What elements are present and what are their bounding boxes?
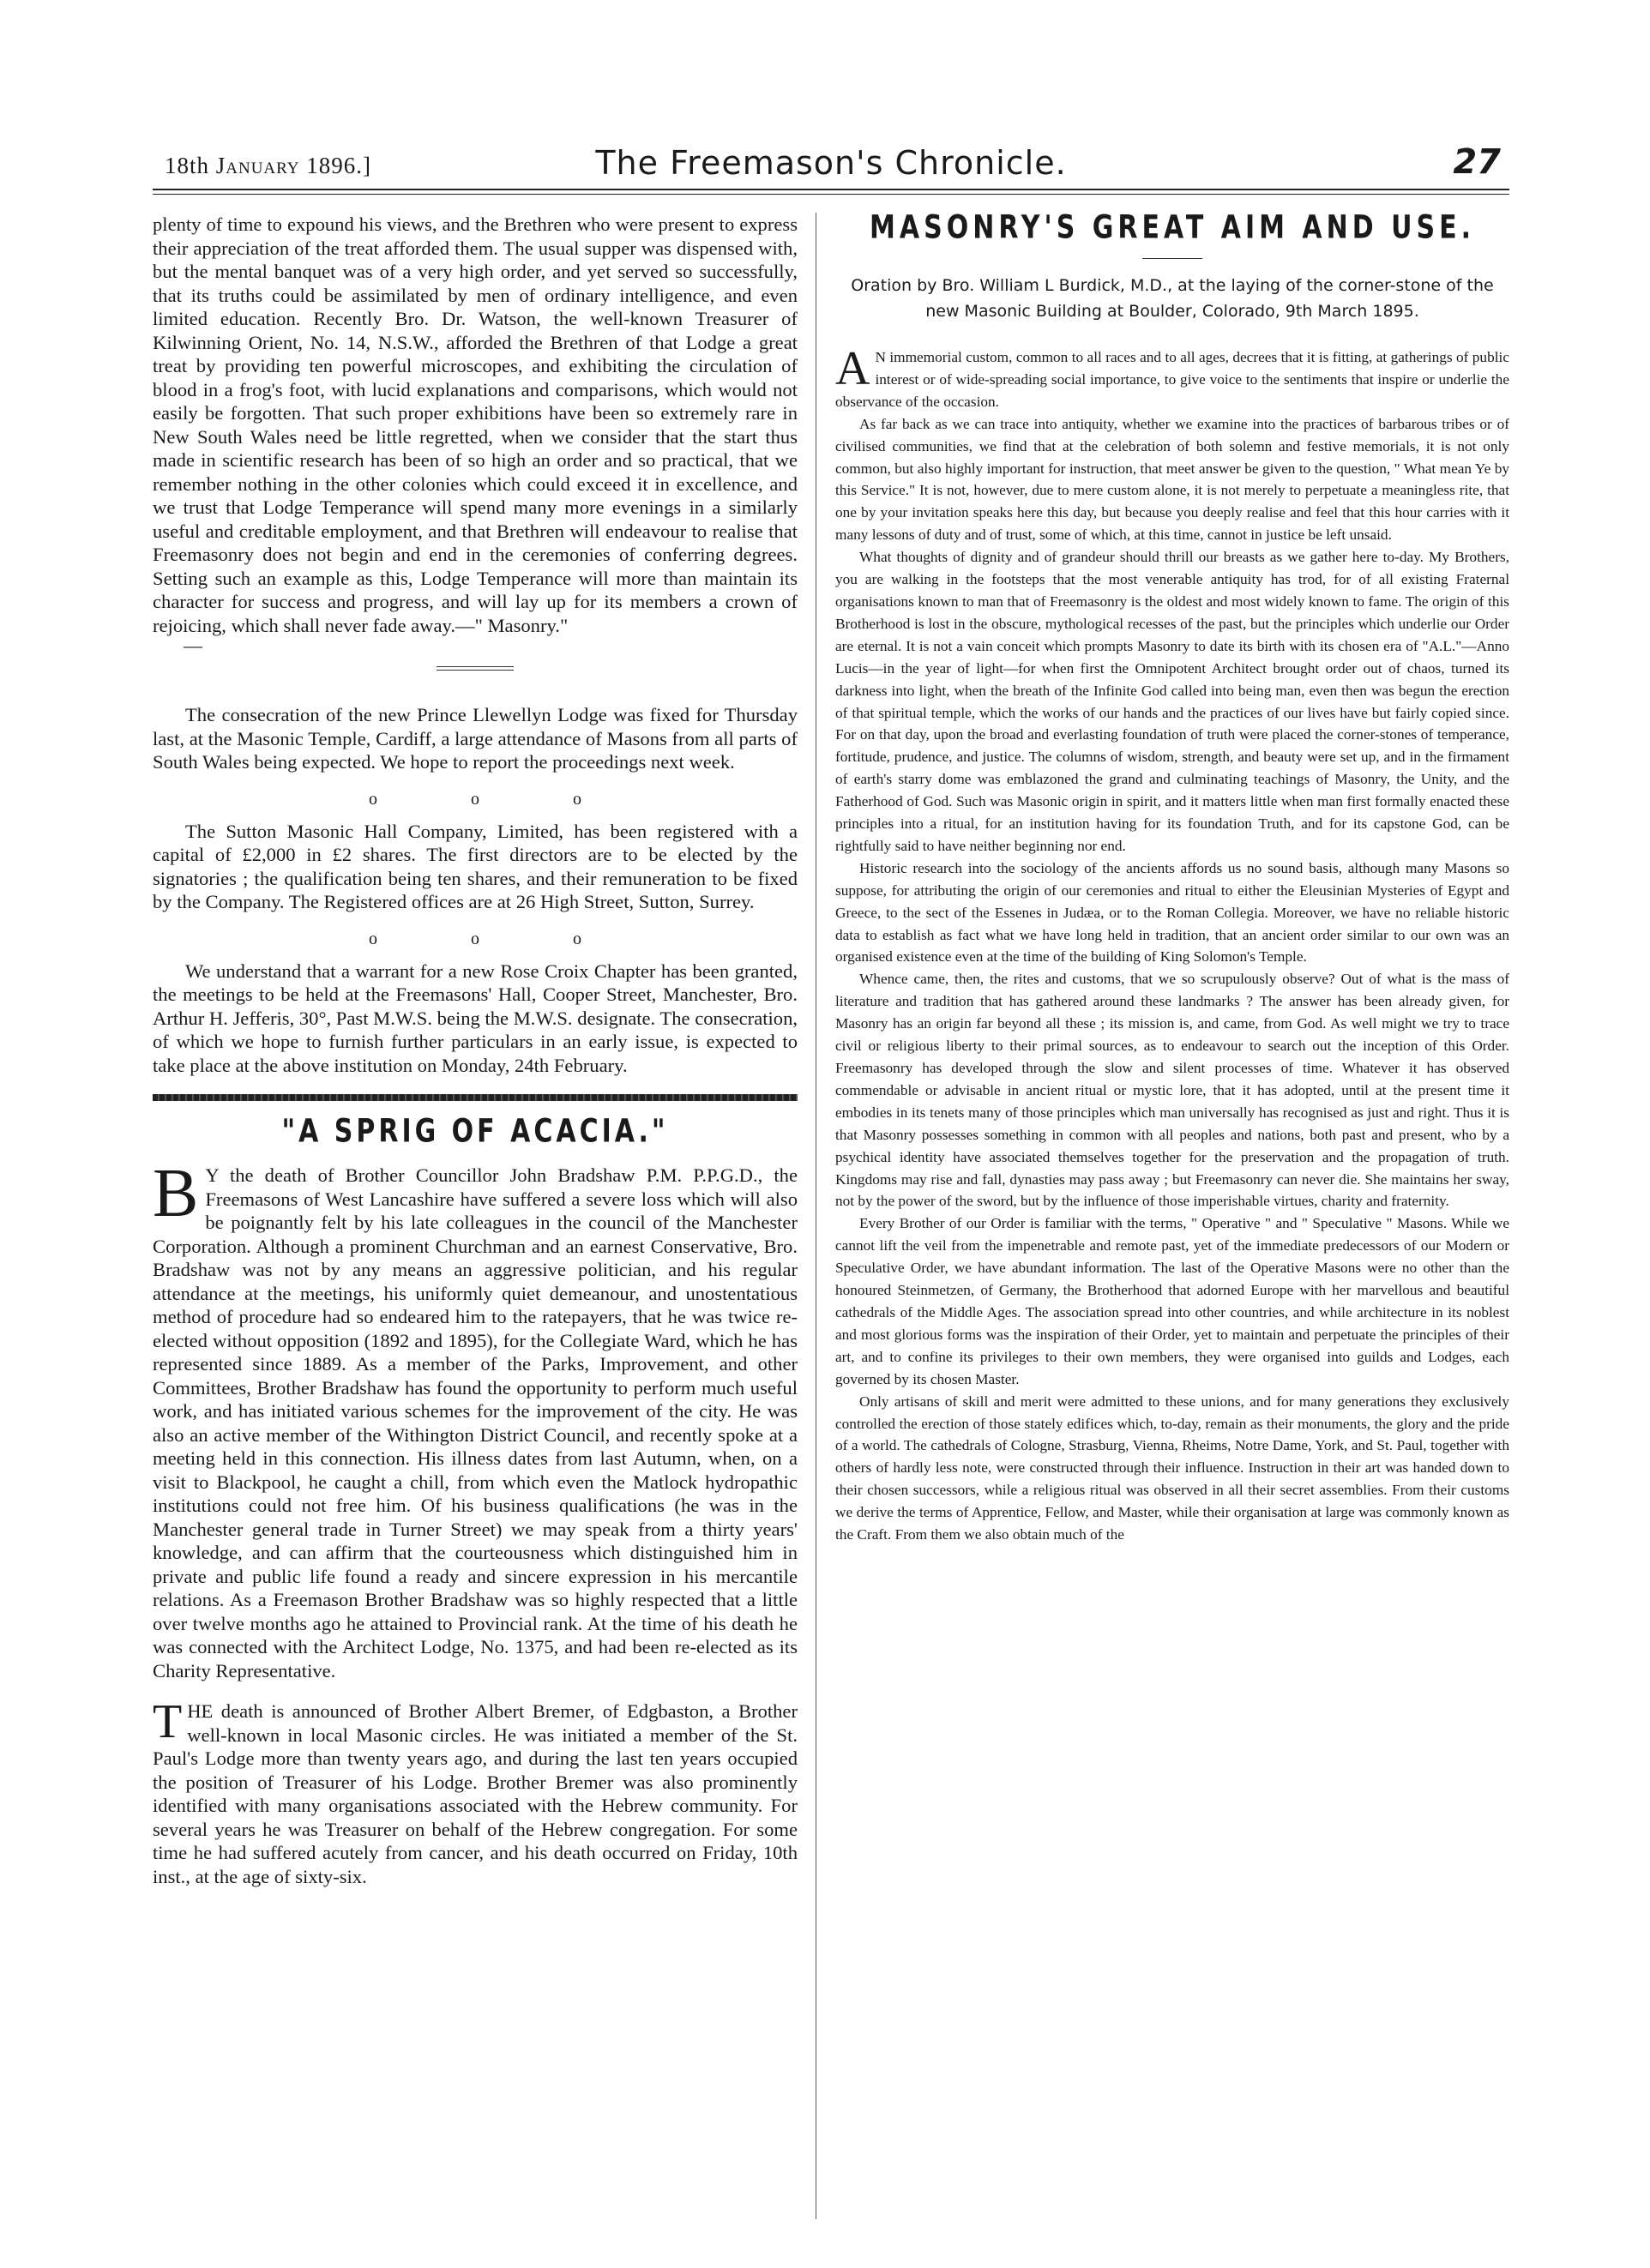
- article-title: MASONRY'S GREAT AIM AND USE.: [870, 208, 1475, 247]
- page-header: [153, 144, 1509, 187]
- bradshaw-obituary: [153, 1156, 798, 1682]
- article-paragraph-5: Whence came, then, the rites and customs, that we so scrupulously observe? Out of what is the mass of literature and tradition that has gathered around these landmarks ? The answer has been already given, for Masonry has an origin far beyond all these ; its mission is, and came, from God. As well might we try to trace civil or religious liberty to their primal sources, as to endeavour to search out the inception of this Order. Freemasonry has developed through the slow and silent processes of time. Whatever it has observed commendable or advisable in ancient ritual or mystic lore, that it has adopted, until at the present time it embodies in its tenets many of those principles which man universally has recognised as just and right. Thus it is that Masonry possesses something in common with all peoples and nations, both past and present, who by a psychical identity have associated themselves together for the preservation and the propagation of truth. Kingdoms may rise and fall, dynasties may pass away ; but Freemasonry can never die. She maintains her sway, not by the power of the sword, but by the influence of those imperishable virtues, charity and fraternity.: [835, 971, 1509, 1210]
- date-day: 18th: [165, 153, 210, 178]
- acacia-heading: "A SPRIG OF ACACIA.": [281, 1112, 669, 1151]
- separator-ooo-1: o o o: [369, 789, 626, 809]
- prince-llewellyn-paragraph: The consecration of the new Prince Llewellyn Lodge was fixed for Thursday last, at the Masonic Temple, Cardiff, a large attendance of Masons from all parts of South Wales being expected. We hope to report the proceedings next week.: [153, 704, 798, 773]
- right-column: [835, 208, 1509, 1546]
- header-rule: [153, 189, 1509, 195]
- rose-croix-paragraph: We understand that a warrant for a new Rose Croix Chapter has been granted, the meetings to be held at the Freemasons' Hall, Cooper Street, Manchester, Bro. Arthur H. Jefferis, 30°, Past M.W.S. being the M.W.S. designate. The consecration, of which we hope to furnish further particulars in an early issue, is expected to take place at the above institution on Monday, 24th February.: [153, 960, 798, 1076]
- newspaper-page: [153, 144, 1509, 2236]
- dropcap-a: A: [835, 342, 870, 395]
- dropcap-t: T: [153, 1695, 183, 1748]
- article-paragraph-1: [835, 342, 1509, 413]
- page-number: 27: [1453, 142, 1501, 182]
- oration-subtitle: Oration by Bro. William L Burdick, M.D., at the laying of the corner-stone of the new Masonic Building at Boulder, Colorado, 9th March 1895.: [851, 276, 1494, 321]
- article-paragraph-1-text: N immemorial custom, common to all races and to all ages, decrees that it is fitting, at gatherings of public interest or of wide-spreading social importance, to give voice to the sentiments that inspire or underlie the observance of the occasion.: [835, 349, 1509, 410]
- left-column: [153, 213, 798, 1888]
- article-paragraph-7: Only artisans of skill and merit were admitted to these unions, and for many generations they exclusively controlled the erection of those stately edifices which, to-day, remain as their monuments, the glory and the pride of a world. The cathedrals of Cologne, Strasburg, Vienna, Rheims, Notre Dame, York, and St. Paul, together with others of hardly less note, were constructed through their influence. Instruction in their art was handed down to their chosen successors, while a religious ritual was observed in all their secret assemblies. From their customs we derive the terms of Apprentice, Fellow, and Master, while their organisation at large was commonly known as the Craft. From them we also obtain much of the: [835, 1393, 1509, 1543]
- section-divider-rule: [437, 666, 514, 671]
- dash-mark: —: [184, 635, 202, 656]
- masthead-title: The Freemason's Chronicle.: [595, 144, 1067, 182]
- article-paragraph-6: Every Brother of our Order is familiar with the terms, " Operative " and " Speculative " Masons. While we cannot lift the veil from the impenetrable and remote past, yet of the immediate predecessors of our Modern or Speculative Order, we have abundant information. The last of the Operative Masons were no other than the honoured Steinmetzen, of Germany, the Brotherhood that adorned Europe with her marvellous and beautiful cathedrals of the Middle Ages. The association spread into other countries, and while architecture in its noblest and most glorious forms was the inspiration of their Order, yet to maintain and perpetuate the principles of their art, and to confine its privileges to their own members, they were organised into guilds and Lodges, each governed by its chosen Master.: [835, 1215, 1509, 1387]
- thick-section-rule: [153, 1094, 798, 1101]
- dropcap-b: B: [153, 1156, 199, 1231]
- bremer-obituary: [153, 1695, 798, 1888]
- title-rule: [1142, 258, 1202, 259]
- sutton-hall-paragraph: The Sutton Masonic Hall Company, Limited, has been registered with a capital of £2,000 in £2 shares. The first directors are to be elected by the signatories ; the qualification being ten shares, and their remuneration to be fixed by the Company. The Registered offices are at 26 High Street, Sutton, Surrey.: [153, 820, 798, 912]
- date-month: January: [215, 153, 300, 178]
- article-paragraph-3: What thoughts of dignity and of grandeur should thrill our breasts as we gather here to-day. My Brothers, you are walking in the footsteps that the most venerable antiquity has trod, for of all existing Fraternal organisations known to man that of Freemasonry is the oldest and most widely known to fame. The origin of this Brotherhood is lost in the obscure, mythological recesses of the past, but the principles which underlie our Order are eternal. It is not a vain conceit which prompts Masonry to date its birth with its chosen era of "A.L."—Anno Lucis—in the year of light—for when first the Omnipotent Architect brought order out of chaos, turned its darkness into light, when the breath of the Infinite God called into being man, even then was begun the erection of that spiritual temple, which the works of our hands and the practices of our lives have but fairly copied since. For on that day, upon the broad and everlasting foundation of truth were placed the corner-stones of temperance, fortitude, prudence, and justice. The columns of wisdom, strength, and beauty were set up, and in the firmament of earth's starry dome was emblazoned the grand and culminating teachings of Masonry, the Unity, and the Fatherhood of God. Such was Masonic origin in spirit, and it matters little when man first formally enacted these principles into a ritual, for an institution having for its foundation Truth, and for its capstone God, can be rightfully said to have neither beginning nor end.: [835, 549, 1509, 854]
- bradshaw-text: Y the death of Brother Councillor John Bradshaw P.M. P.P.G.D., the Freemasons of West Lancashire have suffered a severe loss which will also be poignantly felt by his late colleagues in the council of the Manchester Corporation. Although a prominent Churchman and an earnest Conservative, Bro. Bradshaw was not by any means an aggressive politician, and his regular attendance at the meetings, his uniformly quiet demeanour, and unostentatious method of procedure had so endeared him to the ratepayers, that he was twice re-elected without opposition (1892 and 1895), for the Collegiate Ward, which he has represented since 1889. As a member of the Parks, Improvement, and other Committees, Brother Bradshaw has found the opportunity to perform much useful work, and has initiated various schemes for the improvement of the city. He was also an active member of the Withington District Council, and recently spoke at a meeting held in this connection. His illness dates from last Autumn, when, on a visit to Blackpool, he caught a chill, from which even the Matlock hydropathic institutions could not free him. Of his business qualifications (he was in the Manchester general trade in Turner Street) we may speak from a thirty years' knowledge, and can affirm that the courteousness which distinguished him in private and public life found a ready and sincere expression in his mercantile relations. As a Freemason Brother Bradshaw was so highly respected that a little over twelve months ago he attained to Provincial rank. At the time of his death he was connected with the Architect Lodge, No. 1375, and had been re-elected as its Charity Representative.: [153, 1164, 798, 1681]
- date-year: 1896.]: [306, 153, 372, 178]
- article-paragraph-4: Historic research into the sociology of the ancients affords us no sound basis, although many Masons so suppose, for attributing the origin of our ceremonies and ritual to either the Eleusinian Mysteries of Egypt and Greece, to the sect of the Essenes in Judæa, or to the Roman Collegia. Moreover, we have no reliable historic data to establish as fact what we have long held in tradition, that an ancient order similar to our own was an organised existence even at the time of the building of King Solomon's Temple.: [835, 859, 1509, 966]
- bremer-text: HE death is announced of Brother Albert Bremer, of Edgbaston, a Brother well-known in local Masonic circles. He was initiated a member of the St. Paul's Lodge more than twenty years ago, and during the last ten years occupied the position of Treasurer of his Lodge. Brother Bremer was also prominently identified with many organisations associated with the Hebrew community. For several years he was Treasurer on behalf of the Hebrew congregation. For some time he had suffered acutely from cancer, and his death occurred on Friday, 10th inst., at the age of sixty-six.: [153, 1700, 798, 1887]
- separator-ooo-2: o o o: [369, 929, 626, 948]
- article-paragraph-2: As far back as we can trace into antiquity, whether we examine into the practices of barbarous tribes or of civilised communities, we find that at the celebration of both solemn and festive memorials, it is not only common, but also highly important for instruction, that meet answer be given to the question, " What mean Ye by this Service." It is not, however, due to mere custom alone, it is not merely to perpetuate a meaningless rite, that one by your invitation speaks here this day, but because you deeply realise and feel that this hour carries with it many lessons of duty and of trust, some of which, at this time, cannot in justice be left unsaid.: [835, 415, 1509, 544]
- lodge-temperance-paragraph: plenty of time to expound his views, and the Brethren who were present to express their appreciation of the treat afforded them. The usual supper was dispensed with, but the mental banquet was of a very high order, and yet served so successfully, that its truths could be assimilated by men of ordinary intelligence, and even limited education. Recently Bro. Dr. Watson, the well-known Treasurer of Kilwinning Orient, No. 14, N.S.W., afforded the Brethren of that Lodge a great treat by providing ten powerful microscopes, and exhibiting the circulation of blood in a frog's foot, with lucid explanations and comparisons, which would not easily be forgotten. That such proper exhibitions have been so extremely rare in New South Wales need be little regretted, when we consider that the start thus made in scientific research has been of so high an order and so practical, that we remember nothing in the other colonies which could exceed it in excellence, and we trust that Lodge Temperance will spend many more evenings in a similarly useful and creditable employment, and that Brethren will endeavour to realise that Freemasonry does not begin and end in the ceremonies of conferring degrees. Setting such an example as this, Lodge Temperance will more than maintain its character for success and progress, and will lay up for its members a crown of rejoicing, which shall never fade away.—" Masonry.": [153, 214, 798, 636]
